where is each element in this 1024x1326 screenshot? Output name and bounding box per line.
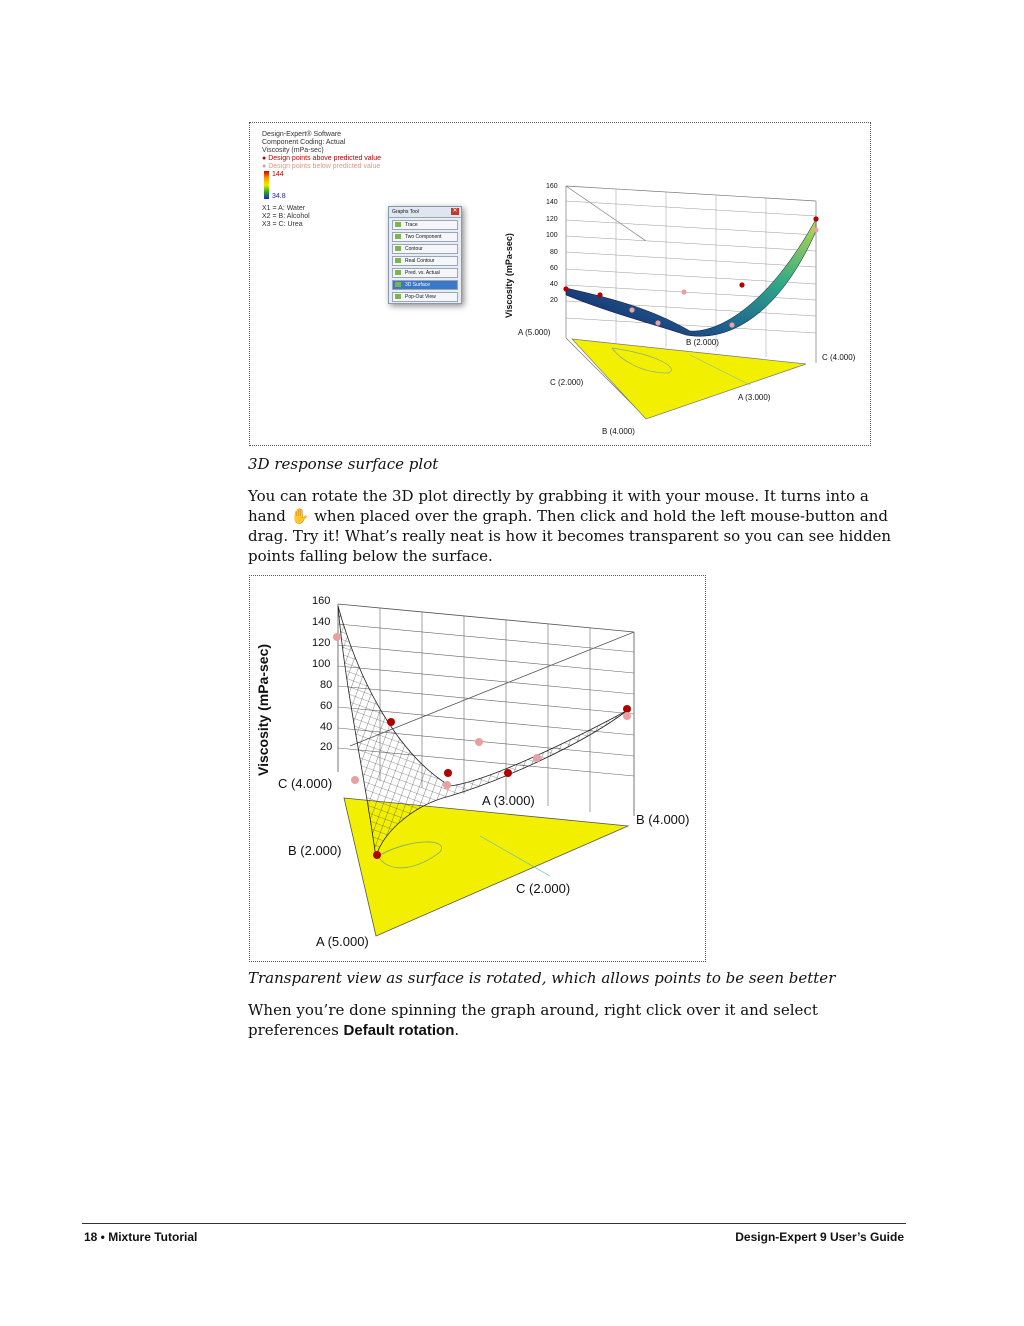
paragraph-text: When you’re done spinning the graph around, right click over it and select preferences <box>248 1001 818 1039</box>
vertex-label-b-right: B (4.000) <box>636 812 690 827</box>
real-contour-button[interactable]: Real Contour <box>392 256 458 266</box>
scale-low: 34.8 <box>272 193 286 200</box>
vertex-label-a-bottom: A (5.000) <box>316 934 369 949</box>
legend-below: ● Design points below predicted value <box>262 163 381 170</box>
z-tick: 140 <box>546 199 558 206</box>
vertex-label-b-bottom: B (4.000) <box>602 427 635 436</box>
z-tick: 20 <box>550 297 558 304</box>
legend-software: Design-Expert® Software <box>262 131 342 138</box>
z-tick: 120 <box>312 637 331 649</box>
figure-caption-1: 3D response surface plot <box>248 455 439 473</box>
legend-x1: X1 = A: Water <box>262 205 306 212</box>
scale-high: 144 <box>272 171 284 178</box>
trace-button[interactable]: Trace <box>392 220 458 230</box>
z-tick-labels <box>312 595 332 753</box>
design-point-above <box>444 769 452 777</box>
vertex-label-c-left: C (2.000) <box>550 378 584 387</box>
z-tick: 140 <box>312 616 331 628</box>
design-point-below <box>729 322 734 327</box>
z-tick: 80 <box>550 249 558 256</box>
design-point-below <box>443 781 451 789</box>
surface-plot-2[interactable] <box>250 576 705 961</box>
design-point-above <box>387 718 395 726</box>
legend-x3: X3 = C: Urea <box>262 221 303 228</box>
figure-transparent-surface[interactable] <box>249 575 706 962</box>
close-icon[interactable]: ✕ <box>452 208 458 214</box>
design-point-above <box>504 769 512 777</box>
vertex-label-c-top: C (4.000) <box>278 776 333 791</box>
vertex-label-a-bottom: A (3.000) <box>738 393 771 402</box>
vertex-label-a-top: A (5.000) <box>518 328 551 337</box>
paragraph-rotate: You can rotate the 3D plot directly by grabbing it with your mouse. It turns into a hand ✋ when placed over the graph. Then click and hold the left mouse-button and drag. Try it! What’s really neat is how it becomes transparent so you can see hidden points falling below the surface. <box>248 487 892 565</box>
design-point-above <box>813 216 818 221</box>
paragraph-period: . <box>454 1021 460 1039</box>
z-tick: 100 <box>546 232 558 239</box>
3d-surface-button[interactable]: 3D Surface <box>392 280 458 290</box>
design-point-below <box>351 776 359 784</box>
design-point-above <box>597 292 602 297</box>
vertex-label-b-left: B (2.000) <box>288 843 342 858</box>
vertex-label-c-bottom: C (2.000) <box>516 881 571 896</box>
z-axis-label: Viscosity (mPa-sec) <box>504 233 514 318</box>
surface-plot-1[interactable] <box>250 123 870 445</box>
legend-above: ● Design points above predicted value <box>262 155 382 162</box>
pop-out-view-button[interactable]: Pop-Out View <box>392 292 458 302</box>
design-point-below <box>629 307 634 312</box>
paragraph-default-rotation <box>248 1000 908 1041</box>
response-surface <box>566 219 816 336</box>
z-tick: 160 <box>312 595 331 607</box>
z-tick: 160 <box>546 183 558 190</box>
design-point-above <box>739 282 744 287</box>
legend-response: Viscosity (mPa-sec) <box>262 147 324 154</box>
z-tick: 20 <box>320 741 333 753</box>
vertex-label-c-right: C (4.000) <box>822 353 856 362</box>
footer-left: 18 • Mixture Tutorial <box>84 1230 198 1244</box>
design-point-above <box>563 286 568 291</box>
design-point-below <box>333 633 341 641</box>
design-point-below <box>623 712 631 720</box>
design-point-below <box>655 320 660 325</box>
contour-button[interactable]: Contour <box>392 244 458 254</box>
legend-coding: Component Coding: Actual <box>262 139 346 146</box>
figure-caption-2: Transparent view as surface is rotated, which allows points to be seen better <box>248 969 836 987</box>
figure-3d-surface[interactable] <box>249 122 871 446</box>
vertex-label-a-mid: A (3.000) <box>482 793 535 808</box>
z-tick: 60 <box>320 700 333 712</box>
design-point-above <box>623 705 631 713</box>
z-tick: 40 <box>320 721 333 733</box>
two-component-button[interactable]: Two Component <box>392 232 458 242</box>
footer-right: Design-Expert 9 User’s Guide <box>735 1230 904 1244</box>
graphs-tool-title: Graphs Tool <box>389 207 461 218</box>
design-point-below <box>681 289 686 294</box>
z-tick: 40 <box>550 281 558 288</box>
design-point-below <box>475 738 483 746</box>
vertex-label-b-mid: B (2.000) <box>686 338 719 347</box>
z-tick: 60 <box>550 265 558 272</box>
z-tick: 120 <box>546 216 558 223</box>
z-tick-labels <box>546 183 558 304</box>
z-tick: 100 <box>312 658 331 670</box>
default-rotation-term: Default rotation <box>343 1022 455 1039</box>
footer-divider <box>82 1223 906 1224</box>
legend-x2: X2 = B: Alcohol <box>262 213 310 220</box>
z-axis-label: Viscosity (mPa-sec) <box>255 643 271 776</box>
z-tick: 80 <box>320 679 333 691</box>
design-point-above <box>373 851 381 859</box>
design-point-below <box>813 227 818 232</box>
pred-vs-actual-button[interactable]: Pred. vs. Actual <box>392 268 458 278</box>
design-point-below <box>533 754 541 762</box>
